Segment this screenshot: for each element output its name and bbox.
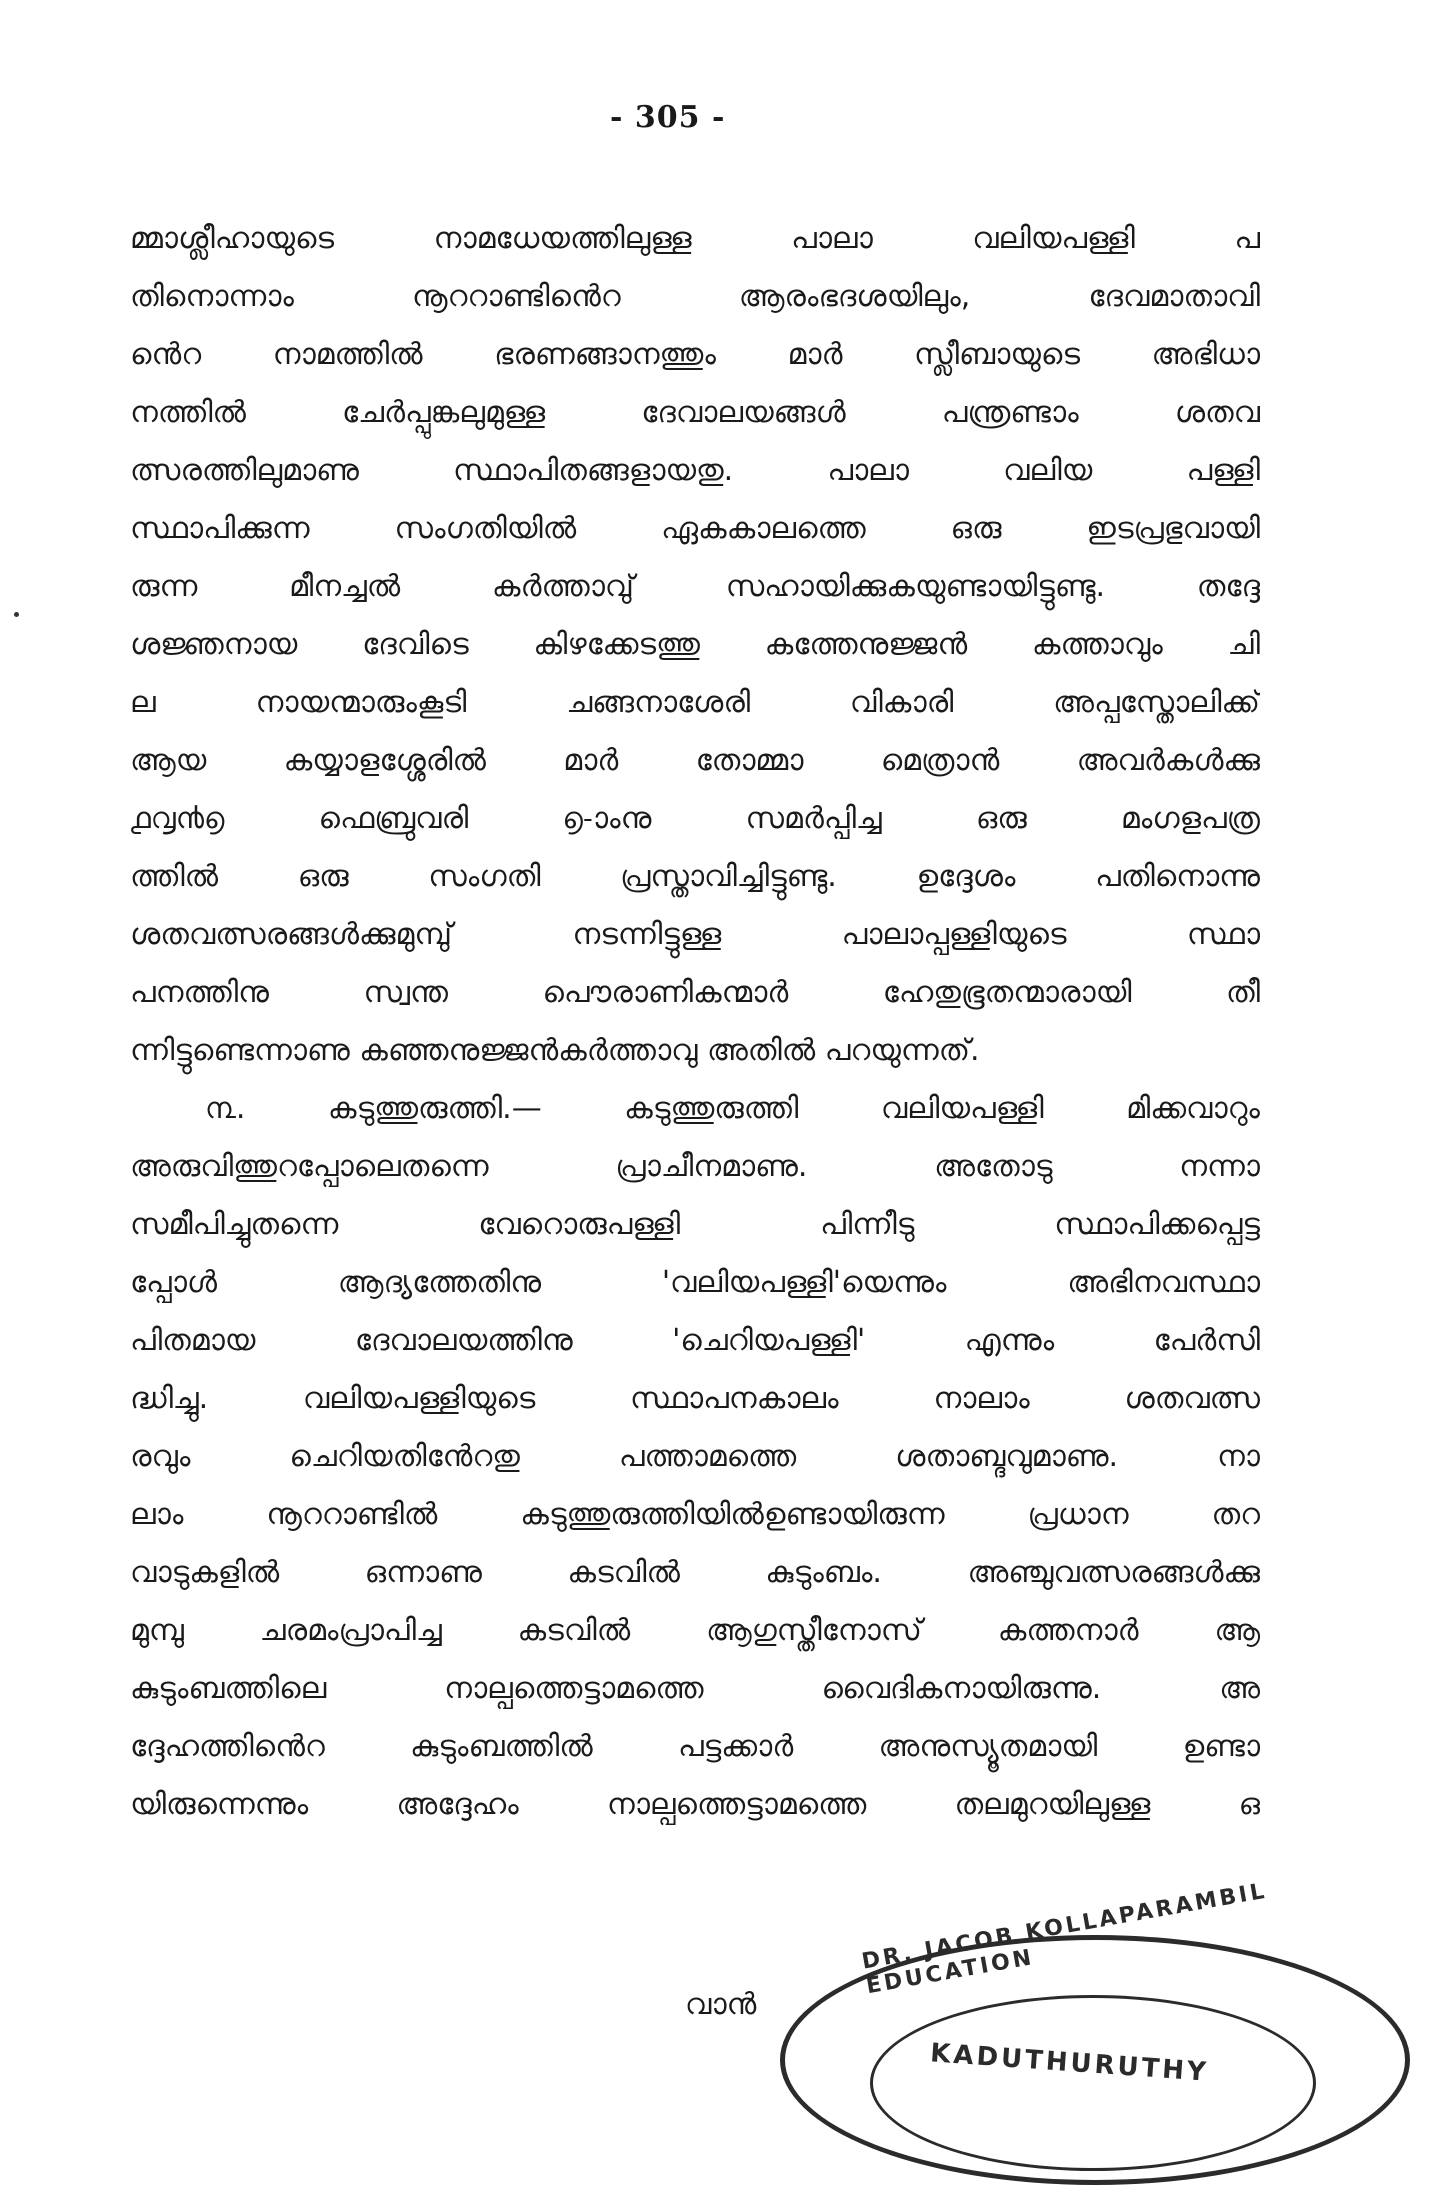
text-line: രുന്ന മീനച്ചൽ കർത്താവു് സഹായിക്കുകയുണ്ടായിട്ടുണ്ടു. തദ്ദേ: [130, 569, 1260, 604]
text-line: പ്പോൾ ആദ്യത്തേതിനു 'വലിയപള്ളി'യെന്നും അഭിനവസ്ഥാ: [130, 1265, 1260, 1300]
text-line: സമീപിച്ചുതന്നെ വേറൊരുപള്ളി പിന്നീടു സ്ഥാപിക്കപ്പെട്ട: [130, 1207, 1260, 1242]
library-stamp-inner-ring: [870, 1995, 1316, 2171]
text-line: മ്മാശ്ലീഹായുടെ നാമധേയത്തിലുള്ള പാലാ വലിയപള്ളി പ: [130, 221, 1260, 256]
text-line: ത്സരത്തിലുമാണു സ്ഥാപിതങ്ങളായതു. പാലാ വലിയ പള്ളി: [130, 453, 1260, 488]
text-line: ലാം നൂററാണ്ടിൽ കടുത്തുരുത്തിയിൽഉണ്ടായിരുന്ന പ്രധാന തറ: [130, 1497, 1260, 1532]
text-line: കുടുംബത്തിലെ നാല്പത്തെട്ടാമത്തെ വൈദികനായിരുന്നു. അ: [130, 1671, 1260, 1706]
margin-mark: [14, 612, 19, 617]
text-line: ൧൮൯൭ ഫെബ്രുവരി ൭-ാംനു സമർപ്പിച്ച ഒരു മംഗളപത്ര: [130, 801, 1260, 836]
body-text: [130, 210, 1260, 1834]
text-line: അരുവിത്തുറപ്പോലെതന്നെ പ്രാചീനമാണു. അതോടു നന്നാ: [130, 1149, 1260, 1184]
text-line: ന്നിട്ടുണ്ടെന്നാണു കഞ്ഞനുജ്ജൻകർത്താവു അതിൽ പറയുന്നത്.: [130, 1033, 980, 1068]
text-line: ദ്ധിച്ചു. വലിയപള്ളിയുടെ സ്ഥാപനകാലം നാലാം ശതവത്സ: [130, 1381, 1260, 1416]
section-heading-line: ൩. കടുത്തുരുത്തി.— കടുത്തുരുത്തി വലിയപള്ളി മിക്കവാറും: [205, 1091, 1260, 1126]
text-line: സ്ഥാപിക്കുന്ന സംഗതിയിൽ ഏകകാലത്തെ ഒരു ഇടപ്രഭുവായി: [130, 511, 1260, 546]
text-line: തിനൊന്നാം നൂററാണ്ടിൻെറ ആരംഭദശയിലും, ദേവമാതാവി: [130, 279, 1260, 314]
text-line: പിതമായ ദേവാലയത്തിനു 'ചെറിയപള്ളി' എന്നും പേർസി: [130, 1323, 1260, 1358]
text-line: ശതവത്സരങ്ങൾക്കുമുമ്പു് നടന്നിട്ടുള്ള പാലാപ്പള്ളിയുടെ സ്ഥാ: [130, 917, 1260, 952]
stamp-center-text: KADUTHURUTHY: [929, 2038, 1210, 2088]
text-line: രവും ചെറിയതിൻേറതു പത്താമത്തെ ശതാബ്ദവുമാണു. നാ: [130, 1439, 1260, 1474]
text-line: യിരുന്നെന്നും അദ്ദേഹം നാല്പത്തെട്ടാമത്തെ തലമുറയിലുള്ള ഒ: [130, 1787, 1260, 1822]
catchword: വാൻ: [685, 1987, 757, 2022]
text-line: ആയ കയ്യാളശ്ശേരിൽ മാർ തോമ്മാ മെത്രാൻ അവർകൾക്കു: [130, 743, 1260, 778]
text-line: ല നായന്മാരുംകൂടി ചങ്ങനാശേരി വികാരി അപ്പസ്തോലിക്ക്: [130, 685, 1260, 720]
text-line: ൻെറ നാമത്തിൽ ഭരണങ്ങാനത്തും മാർ സ്ലീബായുടെ അഭിധാ: [130, 337, 1260, 372]
text-line: പനത്തിനു സ്വന്ത പൌരാണികന്മാർ ഹേതുഭൂതന്മാരായി തീ: [130, 975, 1260, 1010]
text-line: ത്തിൽ ഒരു സംഗതി പ്രസ്താവിച്ചിട്ടുണ്ടു. ഉദ്ദേശം പതിനൊന്നു: [130, 859, 1260, 894]
text-line: വാടുകളിൽ ഒന്നാണു കടവിൽ കുടുംബം. അഞ്ചുവത്സരങ്ങൾക്കു: [130, 1555, 1260, 1590]
text-line: ദ്ദേഹത്തിൻെറ കുടുംബത്തിൽ പട്ടക്കാർ അനുസ്യൂതമായി ഉണ്ടാ: [130, 1729, 1260, 1764]
text-line: നത്തിൽ ചേർപ്പുങ്കലുമുള്ള ദേവാലയങ്ങൾ പന്ത്രണ്ടാം ശതവ: [130, 395, 1260, 430]
text-line: ശജ്ഞനായ ദേവിടെ കിഴക്കേടത്തു കത്തേനുജ്ജൻ കത്താവും ചി: [130, 627, 1260, 662]
page-number: - 305 -: [610, 100, 726, 135]
text-line: മുമ്പു ചരമംപ്രാപിച്ച കടവിൽ ആഗുസ്തീനോസ് കത്തനാർ ആ: [130, 1613, 1260, 1648]
stamp-top-text: DR. JACOB KOLLAPARAMBIL EDUCATION: [860, 1878, 1270, 2000]
